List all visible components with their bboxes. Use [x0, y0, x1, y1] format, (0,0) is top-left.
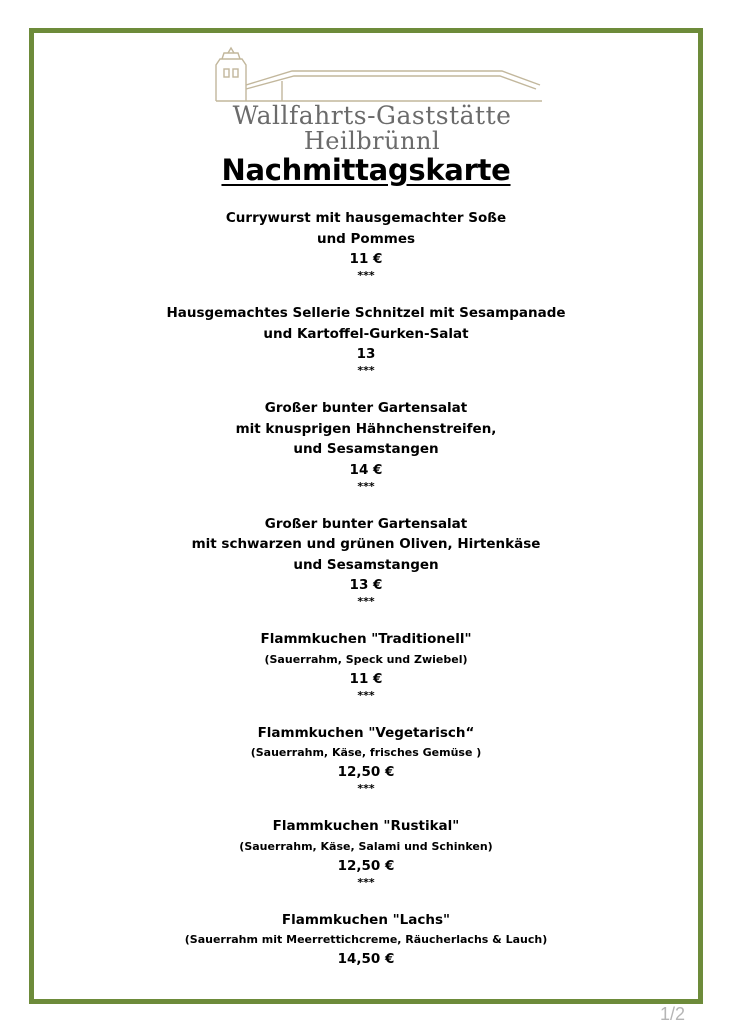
dish-name: Currywurst mit hausgemachter Soße [225, 210, 507, 226]
dish-price: 12,50 € [337, 764, 395, 780]
dish-price: 14 € [349, 461, 383, 478]
dish-description: und Sesamstangen [293, 441, 439, 457]
dish-price: 13 [356, 346, 376, 362]
dish-price: 13 € [349, 577, 383, 593]
menu-item [34, 208, 698, 283]
logo-title: Wallfahrts-Gaststätte [232, 101, 512, 130]
dish-description: mit schwarzen und grünen Oliven, Hirtenkäse [191, 536, 541, 552]
menu-page-frame [29, 28, 703, 1004]
dish-price: 11 € [349, 251, 383, 267]
building-outline-icon [202, 45, 542, 105]
dish-ingredients: (Sauerrahm mit Meerrettichcreme, Räucherlachs & Lauch) [184, 933, 548, 946]
menu-item [34, 398, 698, 494]
item-separator: *** [357, 269, 375, 282]
dish-ingredients: (Sauerrahm, Käse, frisches Gemüse ) [250, 746, 482, 759]
dish-description: mit knusprigen Hähnchenstreifen, [235, 420, 497, 437]
item-separator: *** [357, 479, 375, 493]
page-title: Nachmittagskarte [221, 153, 511, 187]
dish-price: 12,50 € [337, 857, 395, 874]
dish-name: Großer bunter Gartensalat [264, 515, 468, 532]
restaurant-logo [202, 45, 542, 155]
dish-description: und Kartoffel-Gurken-Salat [263, 325, 469, 342]
menu-item [34, 303, 698, 378]
page-indicator: 1/2 [660, 1004, 686, 1024]
dish-name: Hausgemachtes Sellerie Schnitzel mit Sesampanade [166, 305, 566, 321]
item-separator: *** [357, 688, 375, 702]
dish-name: Flammkuchen "Rustikal" [272, 818, 460, 834]
dish-name: Großer bunter Gartensalat [264, 400, 468, 416]
menu-item [34, 910, 698, 970]
dish-name: Flammkuchen "Traditionell" [260, 631, 472, 647]
menu-list [34, 208, 698, 989]
dish-name: Flammkuchen "Lachs" [281, 911, 451, 928]
dish-price: 14,50 € [337, 951, 395, 967]
menu-item [34, 514, 698, 610]
dish-description: und Pommes [316, 230, 416, 247]
item-separator: *** [357, 595, 375, 608]
menu-item [34, 723, 698, 797]
logo-subtitle: Heilbrünnl [303, 127, 441, 155]
item-separator: *** [357, 782, 375, 795]
item-separator: *** [357, 364, 375, 377]
dish-description: und Sesamstangen [293, 556, 439, 573]
item-separator: *** [357, 875, 375, 889]
dish-price: 11 € [349, 670, 383, 687]
dish-name: Flammkuchen "Vegetarisch“ [257, 724, 475, 741]
dish-ingredients: (Sauerrahm, Speck und Zwiebel) [264, 652, 468, 666]
menu-item [34, 629, 698, 703]
dish-ingredients: (Sauerrahm, Käse, Salami und Schinken) [239, 839, 493, 853]
menu-item [34, 816, 698, 890]
